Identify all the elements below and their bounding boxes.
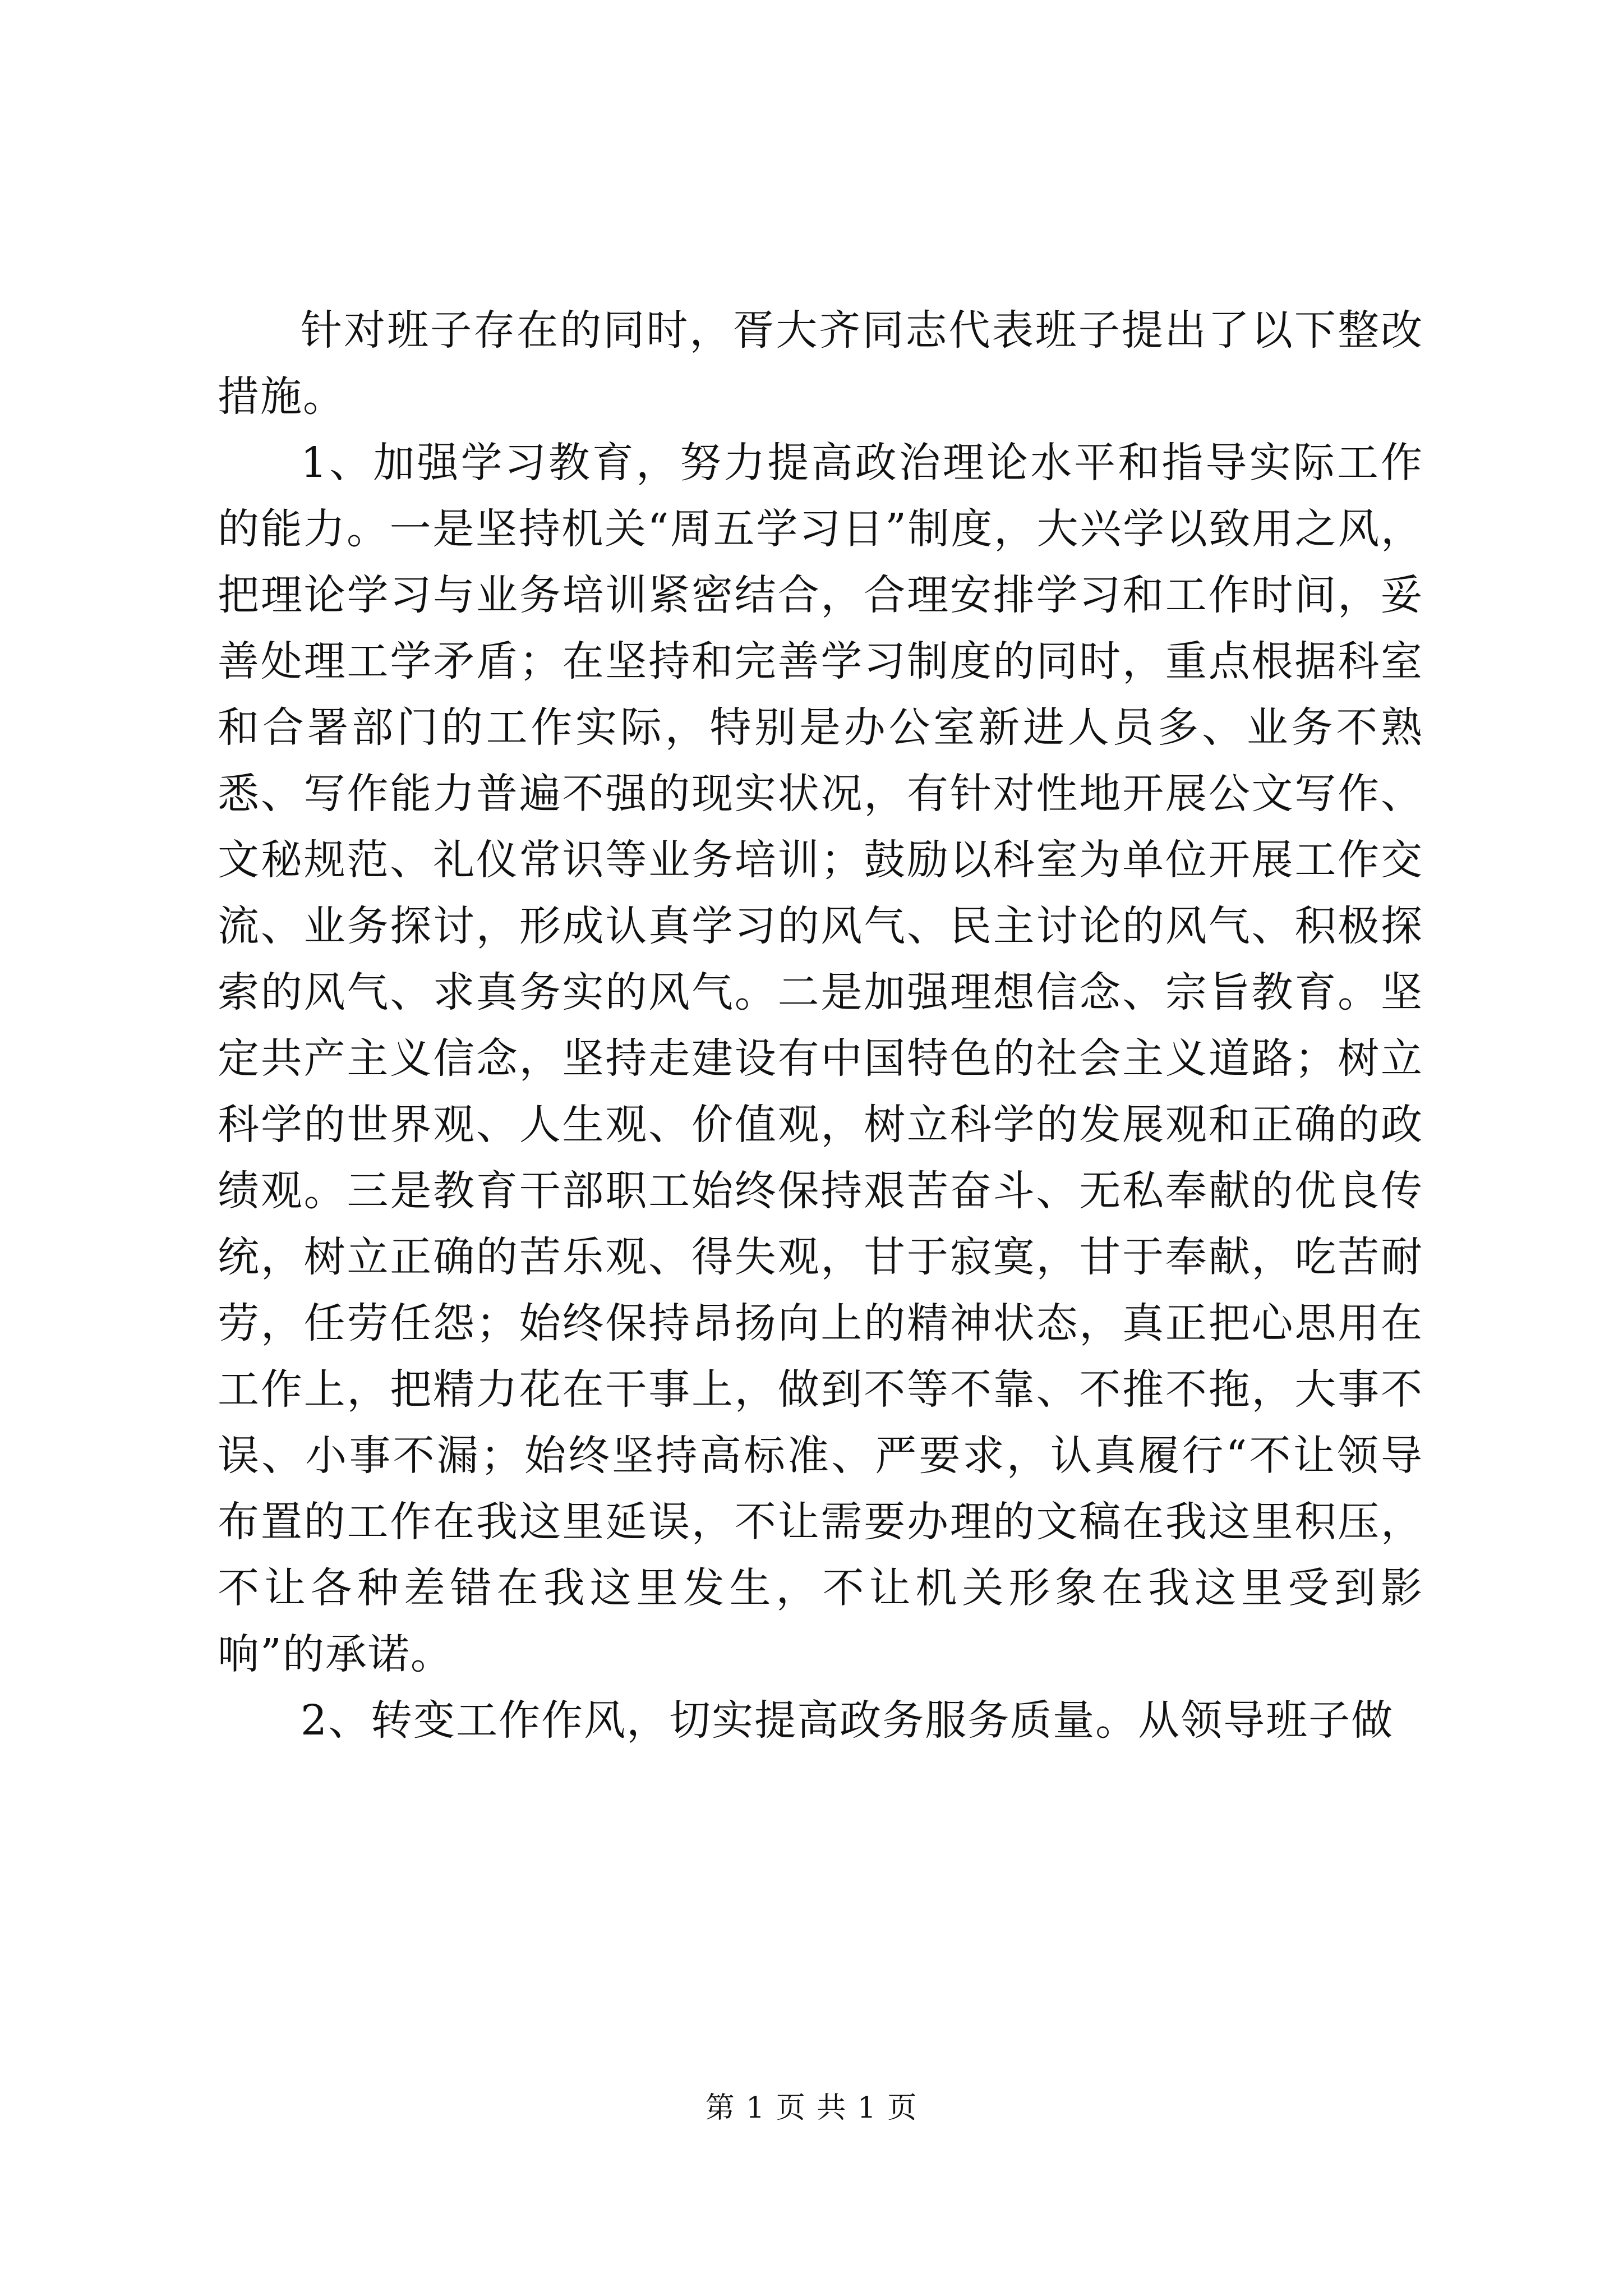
document-body: [218, 297, 1423, 1754]
paragraph-intro: 针对班子存在的同时，胥大齐同志代表班子提出了以下整改措施。: [218, 306, 1423, 421]
paragraph-item-1: 1、加强学习教育，努力提高政治理论水平和指导实际工作的能力。一是坚持机关“周五学习日”制度，大兴学以致用之风，把理论学习与业务培训紧密结合，合理安排学习和工作时间，妥善处理工学矛盾；在坚持和完善学习制度的同时，重点根据科室和合署部门的工作实际，特别是办公室新进人员多、业务不熟悉、写作能力普遍不强的现实状况，有针对性地开展公文写作、文秘规范、礼仪常识等业务培训；鼓励以科室为单位开展工作交流、业务探讨，形成认真学习的风气、民主讨论的风气、积极探索的风气、求真务实的风气。二是加强理想信念、宗旨教育。坚定共产主义信念，坚持走建设有中国特色的社会主义道路；树立科学的世界观、人生观、价值观，树立科学的发展观和正确的政绩观。三是教育干部职工始终保持艰苦奋斗、无私奉献的优良传统，树立正确的苦乐观、得失观，甘于寂寞，甘于奉献，吃苦耐劳，任劳任怨；始终保持昂扬向上的精神状态，真正把心思用在工作上，把精力花在干事上，做到不等不靠、不推不拖，大事不误、小事不漏；始终坚持高标准、严要求，认真履行“不让领导布置的工作在我这里延误，不让需要办理的文稿在我这里积压，不让各种差错在我这里发生，不让机关形象在我这里受到影响”的承诺。: [218, 439, 1423, 1678]
page-footer: 第 1 页 共 1 页: [705, 2091, 918, 2125]
paragraph-item-2: 2、转变工作作风，切实提高政务服务质量。从领导班子做: [301, 1696, 1394, 1745]
